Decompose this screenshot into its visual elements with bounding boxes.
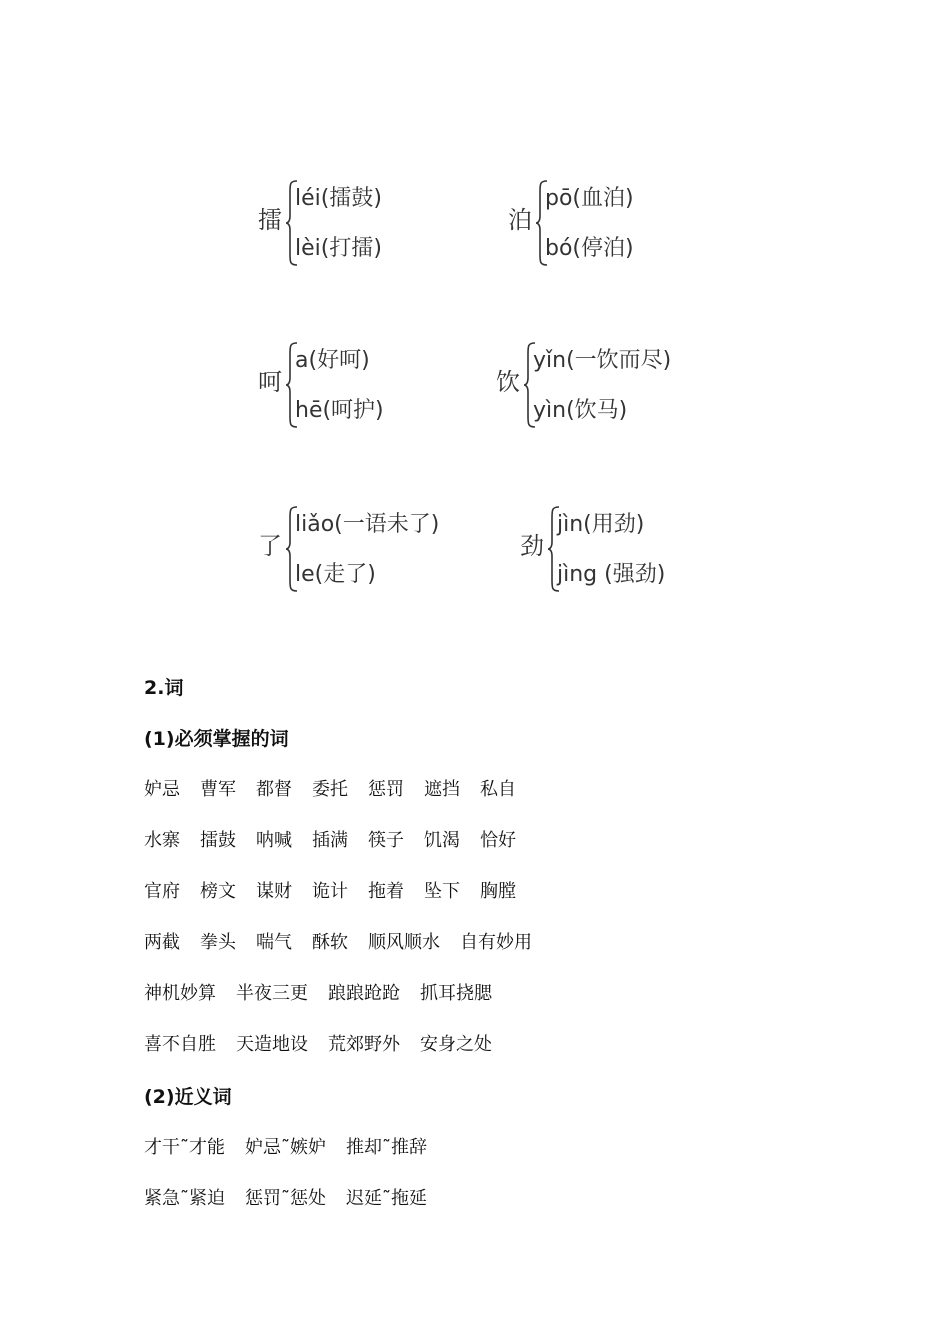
word: 曹军 — [200, 779, 236, 800]
polyphone-character: 擂 — [258, 206, 282, 234]
word: 拖着 — [368, 881, 404, 902]
polyphone-reading: yǐn(一饮而尽) — [533, 348, 672, 373]
word: 饥渴 — [424, 830, 460, 851]
word: 自有妙用 — [460, 932, 532, 953]
polyphone-group — [258, 340, 498, 432]
polyphone-character: 泊 — [508, 206, 532, 234]
polyphone-group — [258, 504, 498, 596]
word: 坠下 — [424, 881, 460, 902]
word: 安身之处 — [420, 1034, 492, 1055]
polyphone-character: 了 — [258, 532, 282, 560]
polyphone-reading: le(走了) — [295, 562, 376, 587]
word: 喘气 — [256, 932, 292, 953]
word: 顺风顺水 — [368, 932, 440, 953]
polyphone-character: 呵 — [258, 368, 282, 396]
word: 插满 — [312, 830, 348, 851]
word: 呐喊 — [256, 830, 292, 851]
word: 酥软 — [312, 932, 348, 953]
polyphone-group — [496, 340, 736, 432]
word: 谋财 — [256, 881, 292, 902]
word: 天造地设 — [236, 1034, 308, 1055]
synonym-pair: 才干˜才能 — [144, 1137, 225, 1158]
word: 妒忌 — [144, 779, 180, 800]
word: 神机妙算 — [144, 983, 216, 1004]
polyphone-reading: jìng (强劲) — [557, 562, 666, 587]
word: 踉踉跄跄 — [328, 983, 400, 1004]
polyphone-character: 劲 — [520, 532, 544, 560]
word: 榜文 — [200, 881, 236, 902]
synonym-pair: 紧急˜紧迫 — [144, 1188, 225, 1209]
word: 胸膛 — [480, 881, 516, 902]
polyphone-reading: yìn(饮马) — [533, 398, 628, 423]
word: 两截 — [144, 932, 180, 953]
word-row — [144, 1032, 512, 1058]
subheading-synonyms: (2)近义词 — [144, 1086, 232, 1108]
word: 委托 — [312, 779, 348, 800]
word: 抓耳挠腮 — [420, 983, 492, 1004]
word: 拳头 — [200, 932, 236, 953]
word: 私自 — [480, 779, 516, 800]
polyphone-reading: lèi(打擂) — [295, 236, 382, 261]
polyphone-character: 饮 — [496, 368, 520, 396]
word: 半夜三更 — [236, 983, 308, 1004]
polyphone-reading: bó(停泊) — [545, 236, 634, 261]
polyphone-reading: liǎo(一语未了) — [295, 512, 440, 537]
word: 惩罚 — [368, 779, 404, 800]
polyphone-reading: hē(呵护) — [295, 398, 384, 423]
synonym-row — [144, 1135, 447, 1161]
word-row — [144, 879, 536, 905]
word-row — [144, 828, 536, 854]
word: 水寨 — [144, 830, 180, 851]
word: 诡计 — [312, 881, 348, 902]
word: 都督 — [256, 779, 292, 800]
word: 筷子 — [368, 830, 404, 851]
word-row — [144, 981, 512, 1007]
word: 恰好 — [480, 830, 516, 851]
word: 喜不自胜 — [144, 1034, 216, 1055]
word: 遮挡 — [424, 779, 460, 800]
word: 荒郊野外 — [328, 1034, 400, 1055]
word-row — [144, 930, 552, 956]
polyphone-group — [520, 504, 760, 596]
subheading-must-master: (1)必须掌握的词 — [144, 728, 289, 750]
polyphone-reading: jìn(用劲) — [557, 512, 645, 537]
synonym-pair: 迟延˜拖延 — [346, 1188, 427, 1209]
synonym-pair: 推却˜推辞 — [346, 1137, 427, 1158]
polyphone-group — [508, 178, 748, 270]
word: 擂鼓 — [200, 830, 236, 851]
section-heading-words: 2.词 — [144, 677, 184, 699]
polyphone-reading: pō(血泊) — [545, 186, 634, 211]
synonym-row — [144, 1186, 447, 1212]
polyphone-group — [258, 178, 498, 270]
polyphone-reading: a(好呵) — [295, 348, 370, 373]
word: 官府 — [144, 881, 180, 902]
synonym-pair: 妒忌˜嫉妒 — [245, 1137, 326, 1158]
polyphone-reading: léi(擂鼓) — [295, 186, 382, 211]
word-row — [144, 777, 536, 803]
synonym-pair: 惩罚˜惩处 — [245, 1188, 326, 1209]
